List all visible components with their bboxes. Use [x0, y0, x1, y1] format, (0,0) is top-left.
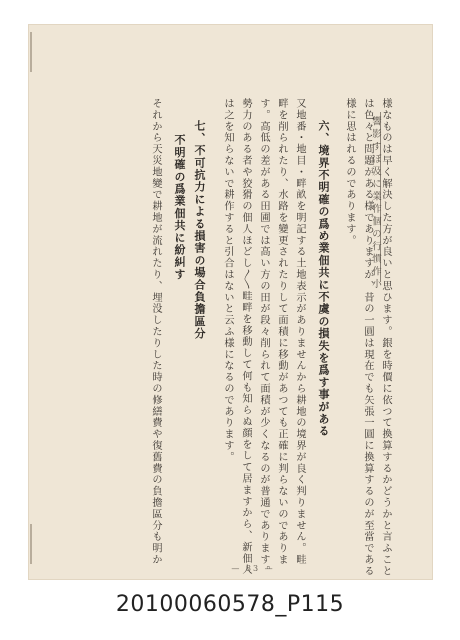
running-header: 響影すぼ及に業作個の行慣作小: [370, 116, 381, 291]
text-column: は之を知らないで耕作すると引合はないと云ふ様になるのであります。: [222, 98, 233, 463]
section-subheading-7: 不明確の爲業佃共に紛糾す: [173, 134, 186, 281]
text-column: す。高低の差がある田圃では高い方の田が段々削られて面積が少くなるのが普通であります。: [258, 98, 269, 577]
page-number: — 83 —: [231, 564, 275, 573]
page-edge-mark: [30, 32, 32, 72]
page-edge-mark: [30, 524, 32, 564]
text-column: それから天災地變で耕地が流れたり、埋没したりした時の修繕費や復舊費の負擔區分も明か: [150, 98, 161, 566]
text-column: は色々と問題がある様でありますが、昔の一圓は現在でも矢張一圓に換算するのが至當である: [362, 98, 373, 577]
text-column: 様に思はれるのであります。: [344, 98, 355, 247]
section-heading-6: 六、境界不明確の爲め業佃共に不虞の損失を爲す事がある: [317, 120, 330, 438]
document-page: [28, 24, 433, 580]
section-heading-7: 七、不可抗力による損害の場合負擔區分: [193, 120, 206, 340]
image-caption: 20100060578_P115: [115, 592, 345, 617]
text-column: 畔を削られたり、水路を變更されたりして面積に移動があつても正確に判らないのでありま: [276, 98, 287, 566]
text-column: 様なものは早く解決した方が良いと思ひます。銀を時價に依つて換算するかどうかと言ふこと: [380, 98, 391, 577]
text-column: 勢力のある者や狡猾の佃人ほどし〳〵畦畔を移動して何も知らぬ顔をして居ますから、新佃人: [240, 98, 251, 576]
text-column: 又地番・地目・畔畝を明記する土地表示がありませんから耕地の境界が良く判りません。畦: [294, 98, 305, 566]
